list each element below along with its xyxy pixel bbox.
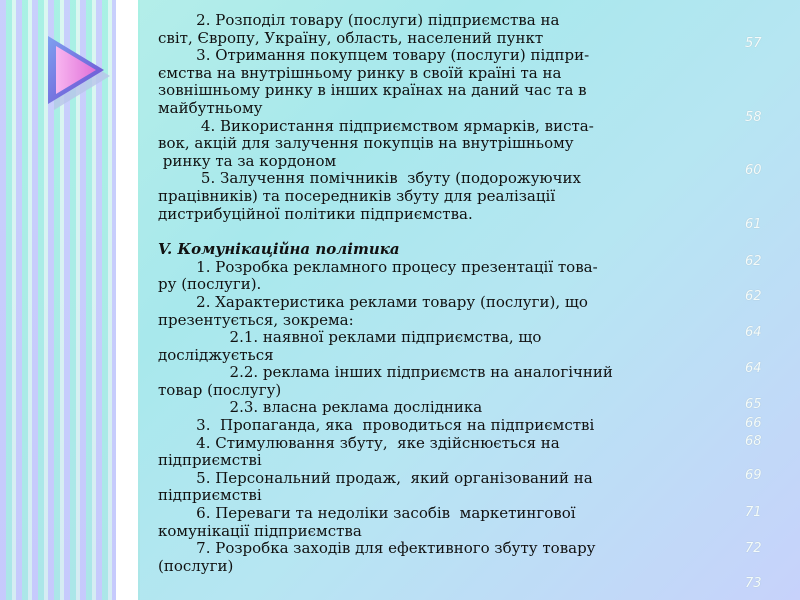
text-line: 6. Переваги та недоліки засобів маркетингової	[158, 504, 576, 523]
distribution-section	[158, 12, 788, 223]
text-line: ринку та за кордоном	[158, 151, 337, 170]
page-number: 68	[745, 434, 762, 449]
text-line: досліджується	[158, 345, 274, 364]
page-number: 73	[745, 576, 762, 591]
text-line: 3. Пропаганда, яка проводиться на підприємстві	[158, 416, 595, 435]
text-line: зовнішньому ринку в інших країнах на даний час та в	[158, 81, 587, 100]
text-line: 2.1. наявної реклами підприємства, що	[158, 328, 542, 347]
text-line: 3. Отримання покупцем товару (послуги) підпри-	[158, 46, 590, 65]
page-number: 62	[745, 289, 762, 304]
document-body	[158, 12, 788, 575]
text-line: комунікації підприємства	[158, 521, 362, 540]
play-triangle-icon	[40, 32, 112, 112]
page-number: 69	[745, 468, 762, 483]
page-number: 66	[745, 416, 762, 431]
page-number: 60	[745, 163, 762, 178]
text-line: товар (послугу)	[158, 380, 282, 399]
text-line: працівників) та посередників збуту для реалізації	[158, 186, 556, 205]
page-number: 62	[745, 254, 762, 269]
text-line: вок, акцій для залучення покупців на внутрішньому	[158, 134, 574, 153]
text-line: презентується, зокрема:	[158, 310, 354, 329]
page-number: 61	[745, 217, 762, 232]
page-number: 72	[745, 541, 762, 556]
text-line: 5. Залучення помічників збуту (подорожуючих	[158, 169, 581, 188]
text-line: 5. Персональний продаж, який організований на	[158, 468, 593, 487]
text-line: 2. Розподіл товару (послуги) підприємства на	[158, 11, 560, 29]
communication-section	[158, 259, 788, 576]
text-line: 2.2. реклама інших підприємств на аналогічний	[158, 363, 613, 382]
page-number: 71	[745, 505, 762, 520]
text-line: дистрибуційної політики підприємства.	[158, 204, 473, 223]
page-number: 65	[745, 397, 762, 412]
text-line: 1. Розробка рекламного процесу презентації това-	[158, 257, 598, 276]
decorative-white-bar	[116, 0, 138, 600]
section-heading-communication-policy: V. Комунікаційна політика	[158, 240, 400, 259]
page-number: 58	[745, 110, 762, 125]
text-line: 4. Стимулювання збуту, яке здійснюється на	[158, 433, 560, 452]
page-number: 64	[745, 325, 762, 340]
page-number: 57	[745, 36, 762, 51]
text-line: 7. Розробка заходів для ефективного збуту товару	[158, 539, 596, 558]
text-line: 2. Характеристика реклами товару (послуги), що	[158, 292, 588, 311]
text-line: 4. Використання підприємством ярмарків, виста-	[158, 116, 594, 135]
page-number: 64	[745, 361, 762, 376]
text-line: ємства на внутрішньому ринку в своїй країні та на	[158, 63, 562, 82]
text-line: 2.3. власна реклама дослідника	[158, 398, 483, 417]
text-line: підприємстві	[158, 451, 262, 470]
text-line: ру (послуги).	[158, 275, 262, 294]
text-line: (послуги)	[158, 556, 234, 575]
text-line: майбутньому	[158, 98, 263, 117]
text-line: світ, Європу, Україну, область, населений пункт	[158, 28, 544, 47]
text-line: підприємстві	[158, 486, 262, 505]
